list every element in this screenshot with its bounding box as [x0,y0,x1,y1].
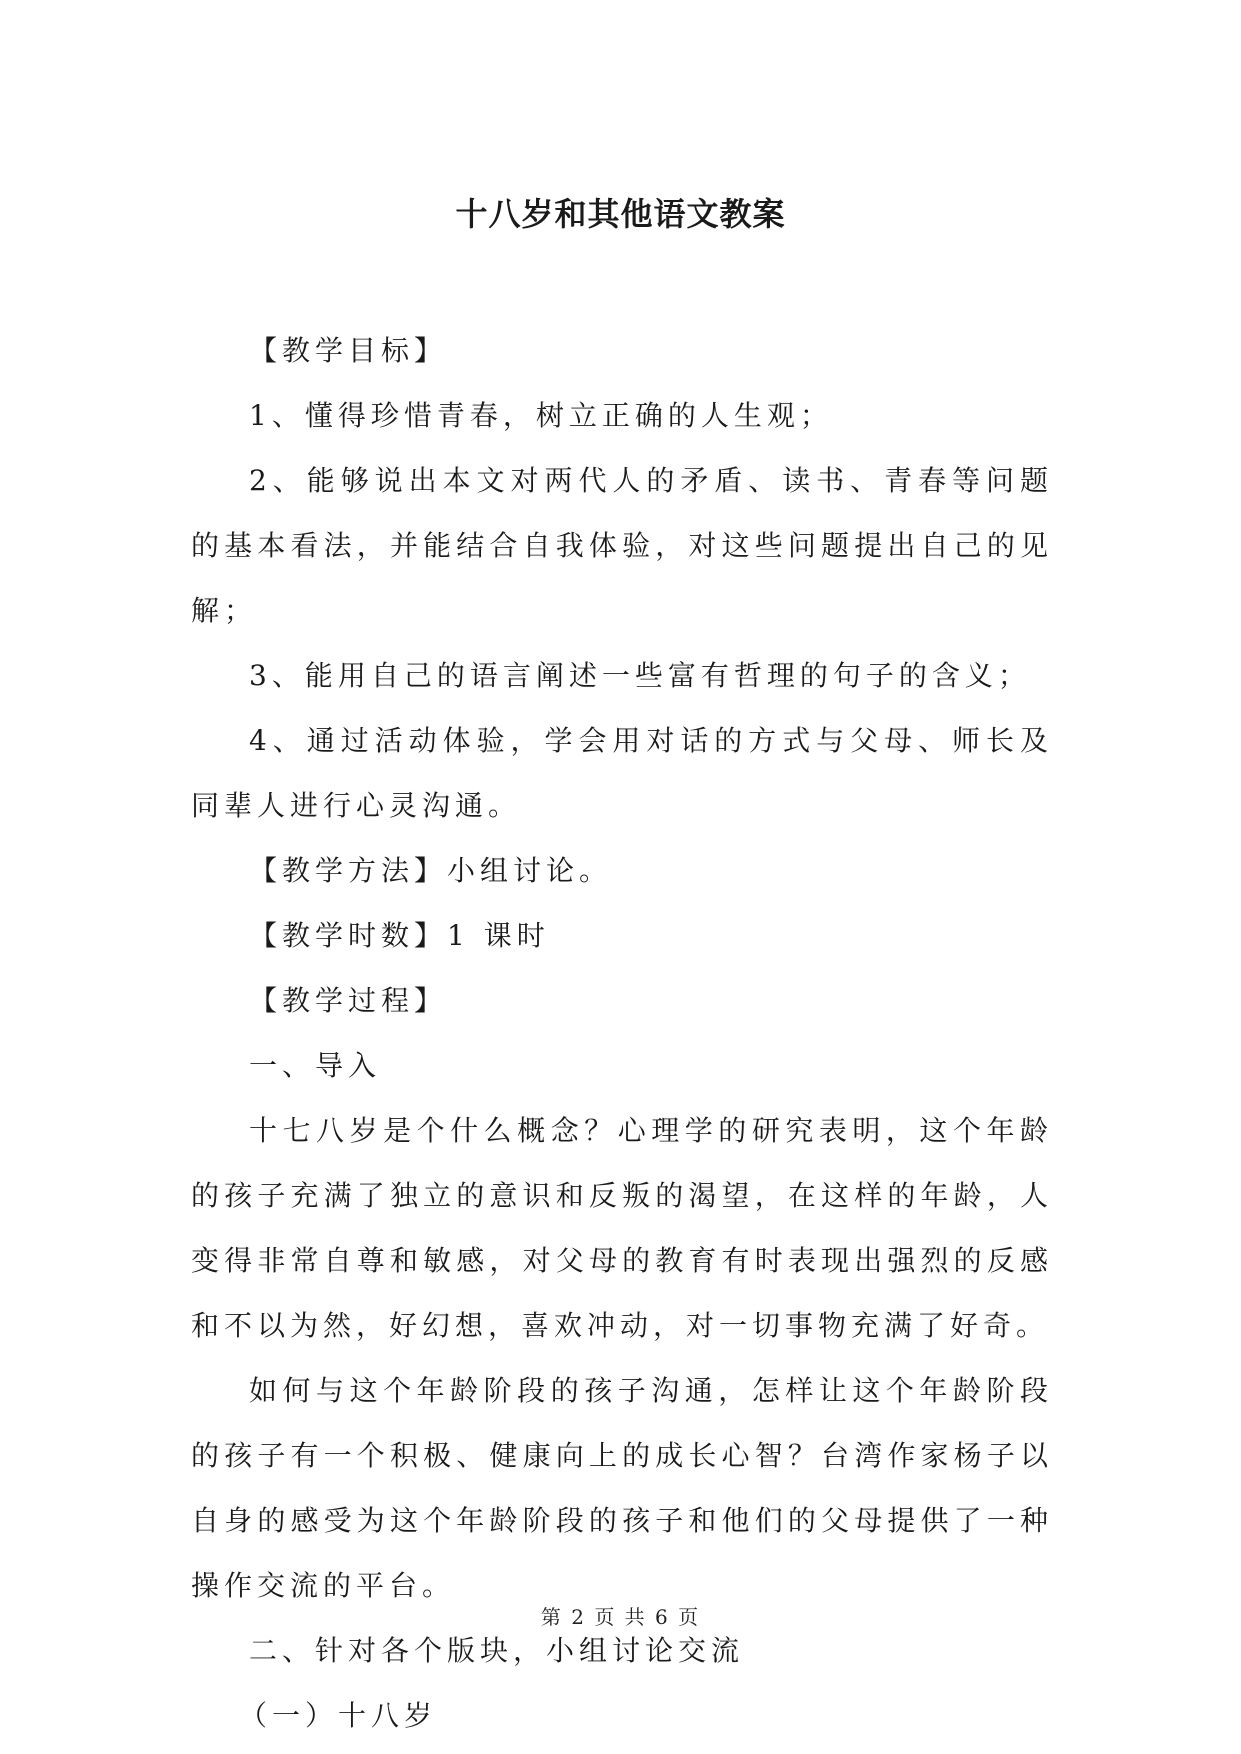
teaching-hours: 【教学时数】1 课时 [249,919,550,952]
subsection-eighteen: （一）十八岁 [239,1699,438,1732]
heading-teaching-objectives: 【教学目标】 [249,334,448,367]
body-paragraph: 十七八岁是个什么概念？心理学的研究表明，这个年龄的孩子充满了独立的意识和反叛的渴望，在这样的年龄，人变得非常自尊和敏感，对父母的教育有时表现出强烈的反感和不以为然，好幻想，喜欢冲动，对一切事物充满了好奇。 [191,1114,1053,1342]
page-number-footer: 第 2 页 共 6 页 [540,1605,701,1629]
section-group-discussion: 二、针对各个版块，小组讨论交流 [249,1634,745,1667]
objective-item-3: 3、能用自己的语言阐述一些富有哲理的句子的含义； [249,659,1031,692]
body-paragraph: 如何与这个年龄阶段的孩子沟通，怎样让这个年龄阶段的孩子有一个积极、健康向上的成长心智？台湾作家杨子以自身的感受为这个年龄阶段的孩子和他们的父母提供了一种操作交流的平台。 [191,1374,1053,1602]
page-title: 十八岁和其他语文教案 [455,195,786,233]
section-introduction: 一、导入 [249,1049,382,1082]
objective-item-1: 1、懂得珍惜青春，树立正确的人生观； [249,399,833,432]
document-body [191,318,1053,1748]
teaching-method: 【教学方法】小组讨论。 [249,854,613,887]
heading-teaching-process: 【教学过程】 [249,984,448,1017]
objective-item-2: 2、能够说出本文对两代人的矛盾、读书、青春等问题的基本看法，并能结合自我体验，对这些问题提出自己的见解； [191,464,1053,627]
objective-item-4: 4、通过活动体验，学会用对话的方式与父母、师长及同辈人进行心灵沟通。 [191,724,1053,822]
